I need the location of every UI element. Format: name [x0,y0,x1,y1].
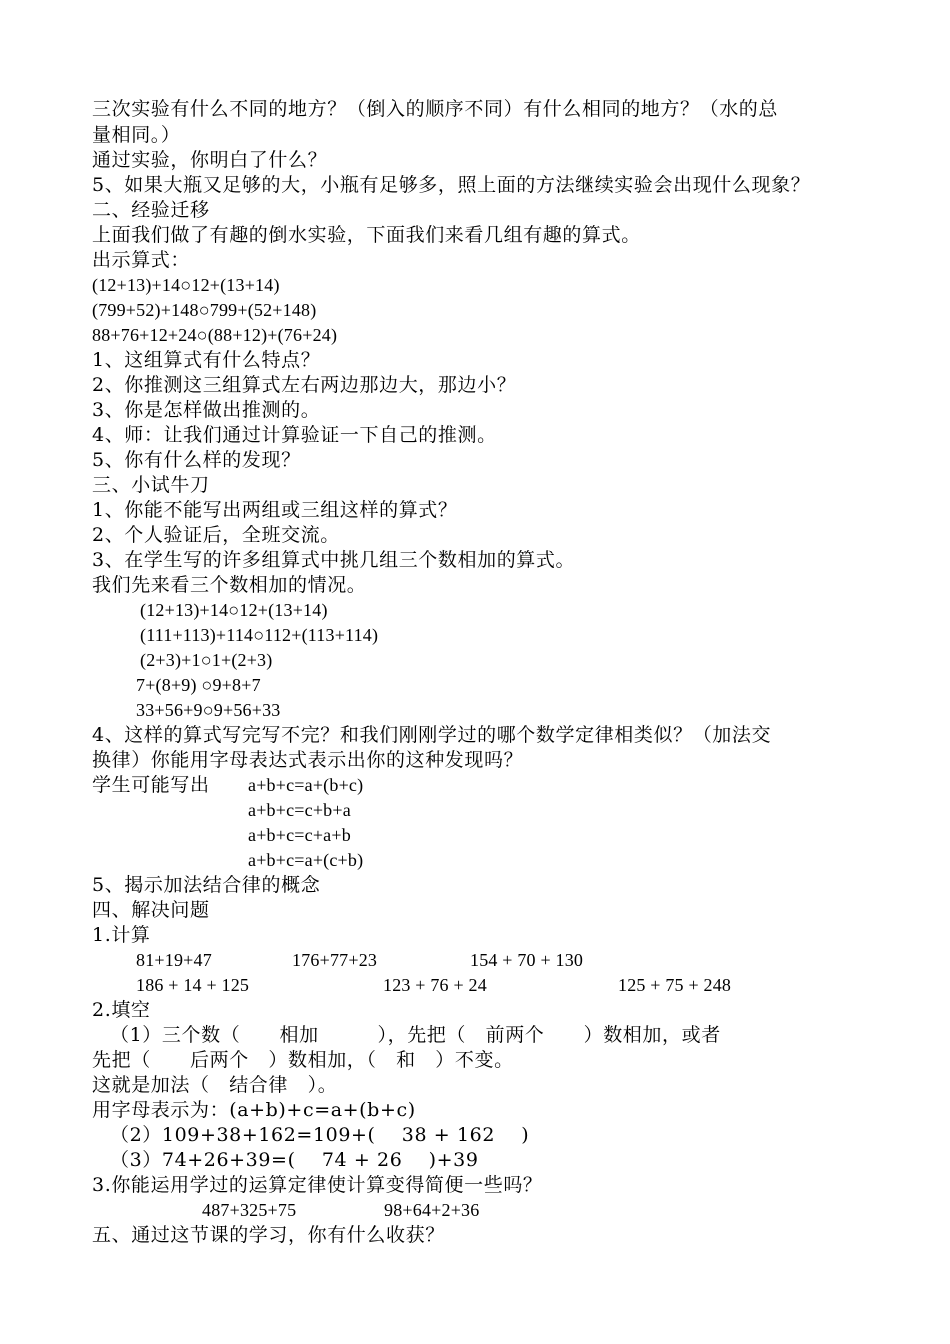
text-line: 出示算式： [92,249,191,271]
text-line: 学生可能写出 [92,774,210,796]
text-line: 5、如果大瓶又足够的大，小瓶有足够多，照上面的方法继续实验会出现什么现象？ [92,174,811,196]
formula-item: 186 + 14 + 125 [136,975,250,995]
formula-line: 7+(8+9) ○9+8+7 [136,675,261,695]
text-line: 2.填空 [92,999,151,1021]
text-line: 3.你能运用学过的运算定律使计算变得简便一些吗？ [92,1174,543,1196]
text-line: （1）三个数（ 相加 ），先把（ 前两个 ）数相加，或者 [110,1024,721,1046]
formula-line: a+b+c=a+(c+b) [248,850,364,870]
text-line: 5、揭示加法结合律的概念 [92,874,321,896]
text-line: 通过实验，你明白了什么？ [92,149,328,171]
text-line: 4、师：让我们通过计算验证一下自己的推测。 [92,424,497,446]
formula-line: a+b+c=c+b+a [248,800,351,820]
section-heading: 三、小试牛刀 [92,474,210,496]
formula-line: a+b+c=c+a+b [248,825,351,845]
text-line: 换律）你能用字母表达式表示出你的这种发现吗？ [92,749,524,771]
text-line: 1、你能不能写出两组或三组这样的算式？ [92,499,458,521]
text-line: 4、这样的算式写完写不完？和我们刚刚学过的哪个数学定律相类似？（加法交 [92,724,772,746]
formula-line: (12+13)+14○12+(13+14) [92,275,280,295]
text-line: 3、在学生写的许多组算式中挑几组三个数相加的算式。 [92,549,576,571]
text-line: 1.计算 [92,924,151,946]
formula-item: 487+325+75 [202,1200,297,1220]
text-line: （3）74+26+39=( 74 + 26 )+39 [110,1149,479,1171]
text-line: （2）109+38+162=109+( 38 + 162 ) [110,1124,530,1146]
text-line: 这就是加法（ 结合律 ）。 [92,1074,338,1096]
formula-item: 123 + 76 + 24 [383,975,487,995]
text-line: 上面我们做了有趣的倒水实验，下面我们来看几组有趣的算式。 [92,224,641,246]
formula-line: (2+3)+1○1+(2+3) [140,650,273,670]
formula-item: 98+64+2+36 [384,1200,480,1220]
text-line: 用字母表示为：(a+b)+c=a+(b+c) [92,1099,416,1121]
formula-line: a+b+c=a+(b+c) [248,775,364,795]
formula-item: 125 + 75 + 248 [618,975,732,995]
text-line: 1、这组算式有什么特点？ [92,349,321,371]
formula-line: 88+76+12+24○(88+12)+(76+24) [92,325,338,345]
formula-line: (12+13)+14○12+(13+14) [140,600,328,620]
section-heading: 二、经验迁移 [92,199,210,221]
text-line: 3、你是怎样做出推测的。 [92,399,321,421]
formula-line: 33+56+9○9+56+33 [136,700,281,720]
formula-item: 154 + 70 + 130 [470,950,584,970]
text-line: 我们先来看三个数相加的情况。 [92,574,367,596]
section-heading: 四、解决问题 [92,899,210,921]
text-line: 5、你有什么样的发现？ [92,449,301,471]
text-line: 三次实验有什么不同的地方？（倒入的顺序不同）有什么相同的地方？（水的总 [92,98,779,120]
text-line: 2、个人验证后，全班交流。 [92,524,340,546]
text-line: 量相同。） [92,124,181,146]
formula-item: 81+19+47 [136,950,212,970]
formula-line: (799+52)+148○799+(52+148) [92,300,317,320]
text-line: 先把（ 后两个 ）数相加，（ 和 ）不变。 [92,1049,514,1071]
formula-line: (111+113)+114○112+(113+114) [140,625,379,645]
text-line: 2、你推测这三组算式左右两边那边大，那边小？ [92,374,517,396]
section-heading: 五、通过这节课的学习，你有什么收获？ [92,1224,445,1246]
formula-item: 176+77+23 [292,950,378,970]
